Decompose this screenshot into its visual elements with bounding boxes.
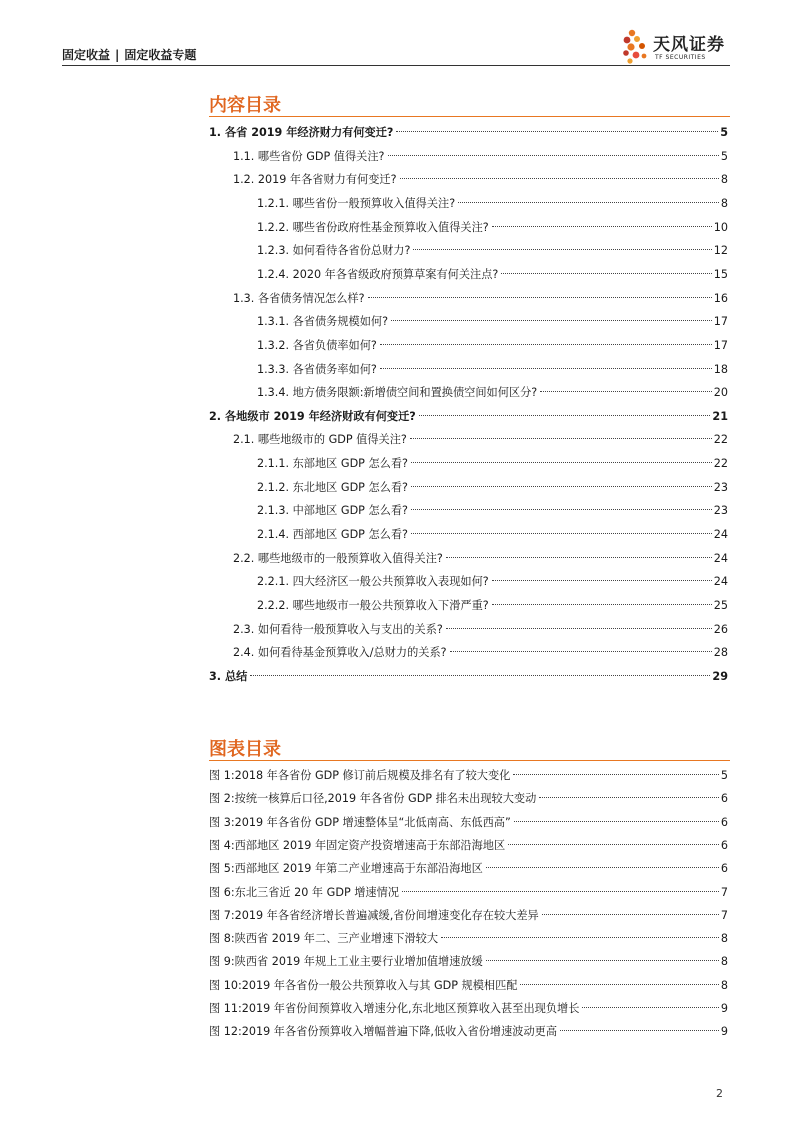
toc-leader-dots <box>411 533 712 534</box>
figure-entry[interactable] <box>209 929 728 949</box>
figure-entry-page: 9 <box>720 1002 728 1015</box>
toc-entry-title: 中部地区 GDP 怎么看? <box>292 504 408 518</box>
toc-entry-number: 2.2.2. <box>257 599 293 612</box>
toc-entry-page: 18 <box>713 362 728 376</box>
figure-entry-page: 9 <box>720 1025 728 1039</box>
toc-entry-title: 总结 <box>224 669 248 683</box>
toc-entry-title: 如何看待一般预算收入与支出的关系? <box>257 622 443 636</box>
toc-entry-page: 25 <box>713 599 728 612</box>
toc-entry-number: 1.3.4. <box>257 386 293 400</box>
toc-entry-title: 2019 年各省财力有何变迁? <box>257 173 397 187</box>
toc-entry-number: 2.1. <box>233 433 258 447</box>
figure-entry-page: 8 <box>720 978 728 992</box>
toc-title: 内容目录 <box>209 95 281 116</box>
toc-entry-page: 24 <box>713 528 728 542</box>
toc-title-divider <box>209 116 730 117</box>
toc-entry[interactable] <box>209 407 728 427</box>
figure-entry-title: 图 2:按统一核算后口径,2019 年各省份 GDP 排名未出现较大变动 <box>209 792 537 806</box>
brand-name: 天风证券 <box>653 35 725 55</box>
figure-entry-page: 8 <box>720 932 728 946</box>
toc-leader-dots <box>411 462 712 463</box>
toc-entry-title: 哪些省份政府性基金预算收入值得关注? <box>292 220 489 234</box>
toc-entry-number: 1. <box>209 126 225 139</box>
figure-entry-page: 6 <box>720 815 728 829</box>
figure-entry[interactable] <box>209 813 728 833</box>
toc-entry[interactable] <box>257 265 728 285</box>
toc-entry-number: 3. <box>209 669 225 683</box>
toc-leader-dots <box>396 131 718 132</box>
toc-leader-dots <box>411 509 712 510</box>
toc-entry-title: 2020 年各省级政府预算草案有何关注点? <box>292 267 499 281</box>
header-breadcrumb <box>62 46 196 63</box>
toc-entry-title: 哪些地级市的一般预算收入值得关注? <box>257 551 443 565</box>
toc-entry-number: 1.2.2. <box>257 220 293 234</box>
toc-leader-dots <box>446 557 712 558</box>
toc-leader-dots <box>380 368 712 369</box>
toc-entry-page: 5 <box>720 149 728 163</box>
toc-entry-number: 2.1.3. <box>257 504 293 518</box>
toc-entry-number: 1.2. <box>233 173 258 187</box>
figure-leader-dots <box>513 774 719 775</box>
toc-entry-page: 24 <box>713 551 728 565</box>
toc-entry[interactable] <box>233 549 728 569</box>
page-number: 2 <box>716 1087 723 1100</box>
toc-leader-dots <box>413 249 711 250</box>
toc-entry-title: 如何看待各省份总财力? <box>292 244 411 258</box>
toc-entry[interactable] <box>257 478 728 498</box>
toc-entry-number: 2.1.1. <box>257 457 293 471</box>
figure-entry-page: 8 <box>720 955 728 969</box>
figure-entry[interactable] <box>209 952 728 972</box>
toc-entry[interactable] <box>257 218 728 238</box>
toc-leader-dots <box>410 438 712 439</box>
toc-entry[interactable] <box>257 360 728 380</box>
toc-entry[interactable] <box>233 620 728 640</box>
header-subcategory: 固定收益专题 <box>124 48 197 62</box>
toc-leader-dots <box>400 178 719 179</box>
toc-leader-dots <box>492 226 712 227</box>
figure-leader-dots <box>514 821 719 822</box>
toc-entry-page: 24 <box>713 575 728 589</box>
toc-entry-title: 哪些省份一般预算收入值得关注? <box>292 196 456 210</box>
toc-entry-title: 东北地区 GDP 怎么看? <box>292 480 408 494</box>
toc-entry-number: 2.2. <box>233 551 258 565</box>
figure-entry-page: 6 <box>720 792 728 806</box>
toc-entry[interactable] <box>209 123 728 143</box>
figure-entry[interactable] <box>209 766 728 786</box>
toc-entry-title: 地方债务限额:新增债空间和置换债空间如何区分? <box>292 386 538 400</box>
toc-entry-page: 23 <box>713 504 728 518</box>
toc-entry-page: 16 <box>713 291 728 305</box>
figure-entry-title: 图 3:2019 年各省份 GDP 增速整体呈“北低南高、东低西高” <box>209 815 511 829</box>
figure-entry[interactable] <box>209 789 728 809</box>
toc-entry-page: 15 <box>713 267 728 281</box>
toc-leader-dots <box>419 415 711 416</box>
toc-entry-page: 28 <box>713 646 728 660</box>
figure-entry[interactable] <box>209 999 728 1019</box>
header-separator: | <box>115 48 120 62</box>
toc-entry-page: 22 <box>713 433 728 447</box>
toc-entry-title: 哪些省份 GDP 值得关注? <box>257 149 385 163</box>
figure-entry-title: 图 10:2019 年各省份一般公共预算收入与其 GDP 规模相匹配 <box>209 978 518 992</box>
toc-leader-dots <box>501 273 711 274</box>
toc-entry-number: 2.1.4. <box>257 528 293 542</box>
toc-entry[interactable] <box>257 194 728 214</box>
toc-leader-dots <box>492 604 712 605</box>
toc-entry[interactable] <box>257 383 728 403</box>
figure-entry[interactable] <box>209 836 728 856</box>
toc-entry-page: 5 <box>720 126 728 139</box>
toc-entry-title: 如何看待基金预算收入/总财力的关系? <box>257 646 447 660</box>
toc-leader-dots <box>368 297 712 298</box>
toc-entry-number: 2.3. <box>233 622 258 636</box>
toc-entry[interactable] <box>209 667 728 687</box>
toc-entry-page: 10 <box>713 220 728 234</box>
figure-entry-title: 图 1:2018 年各省份 GDP 修订前后规模及排名有了较大变化 <box>209 769 511 782</box>
figure-leader-dots <box>542 914 719 915</box>
toc-leader-dots <box>250 675 710 676</box>
toc-entry-page: 8 <box>720 173 728 187</box>
figures-title-divider <box>209 760 730 761</box>
figure-entry-title: 图 7:2019 年各省经济增长普遍减缓,省份间增速变化存在较大差异 <box>209 908 539 922</box>
toc-leader-dots <box>450 651 712 652</box>
toc-entry-number: 1.3.3. <box>257 362 293 376</box>
figure-entry-title: 图 8:陕西省 2019 年二、三产业增速下滑较大 <box>209 932 439 946</box>
toc-leader-dots <box>540 391 712 392</box>
figure-entry-page: 7 <box>720 885 728 899</box>
toc-entry-page: 23 <box>713 480 728 494</box>
toc-entry-title: 四大经济区一般公共预算收入表现如何? <box>292 575 489 589</box>
figure-leader-dots <box>402 891 719 892</box>
figure-leader-dots <box>560 1030 719 1031</box>
toc-entry[interactable] <box>257 312 728 332</box>
toc-entry-title: 西部地区 GDP 怎么看? <box>292 528 408 542</box>
figure-entry-title: 图 4:西部地区 2019 年固定资产投资增速高于东部沿海地区 <box>209 838 506 852</box>
toc-entry-number: 1.2.3. <box>257 244 293 258</box>
toc-entry-number: 2.1.2. <box>257 480 293 494</box>
toc-leader-dots <box>388 155 719 156</box>
brand-subtitle: TF SECURITIES <box>655 54 706 61</box>
toc-entry[interactable] <box>257 572 728 592</box>
header-category: 固定收益 <box>62 48 111 62</box>
toc-entry-page: 17 <box>713 315 728 329</box>
figure-entry-title: 图 6:东北三省近 20 年 GDP 增速情况 <box>209 885 399 899</box>
toc-entry-page: 21 <box>712 409 728 423</box>
toc-entry[interactable] <box>257 596 728 616</box>
toc-entry[interactable] <box>257 501 728 521</box>
toc-entry-page: 26 <box>713 622 728 636</box>
toc-entry-number: 2.4. <box>233 646 258 660</box>
toc-entry-number: 1.2.1. <box>257 196 293 210</box>
toc-entry[interactable] <box>233 643 728 663</box>
toc-entry-number: 2.2.1. <box>257 575 293 589</box>
toc-entry-number: 1.3.1. <box>257 315 293 329</box>
figure-entry-title: 图 11:2019 年省份间预算收入增速分化,东北地区预算收入甚至出现负增长 <box>209 1002 580 1015</box>
figure-entry-title: 图 12:2019 年各省份预算收入增幅普遍下降,低收入省份增速波动更高 <box>209 1025 558 1039</box>
toc-leader-dots <box>391 320 712 321</box>
toc-entry-number: 1.3. <box>233 291 258 305</box>
toc-entry-title: 哪些地级市的 GDP 值得关注? <box>257 433 407 447</box>
toc-entry-number: 1.3.2. <box>257 338 293 352</box>
figure-leader-dots <box>441 937 719 938</box>
figure-entry[interactable] <box>209 883 728 903</box>
toc-entry-title: 各地级市 2019 年经济财政有何变迁? <box>224 409 416 423</box>
toc-entry-number: 2. <box>209 409 225 423</box>
figure-leader-dots <box>582 1007 718 1008</box>
toc-entry-page: 20 <box>713 386 728 400</box>
figure-entry[interactable] <box>209 976 728 996</box>
toc-entry[interactable] <box>233 170 728 190</box>
toc-entry-title: 哪些地级市一般公共预算收入下滑严重? <box>292 599 489 612</box>
toc-entry-page: 29 <box>712 669 728 683</box>
figure-entry-page: 6 <box>720 862 728 876</box>
figure-entry-title: 图 9:陕西省 2019 年规上工业主要行业增加值增速放缓 <box>209 955 483 969</box>
toc-leader-dots <box>446 628 712 629</box>
toc-entry-title: 各省债务规模如何? <box>292 315 389 329</box>
toc-entry-page: 22 <box>713 457 728 471</box>
figure-entry[interactable] <box>209 859 728 879</box>
toc-entry[interactable] <box>257 454 728 474</box>
toc-entry[interactable] <box>257 525 728 545</box>
toc-entry-page: 12 <box>713 244 728 258</box>
toc-leader-dots <box>492 580 712 581</box>
figure-leader-dots <box>520 984 718 985</box>
figure-entry-page: 5 <box>720 769 728 782</box>
toc-entry-page: 8 <box>720 196 728 210</box>
toc-entry-title: 各省债务率如何? <box>292 362 377 376</box>
figure-leader-dots <box>486 867 719 868</box>
figure-leader-dots <box>508 844 719 845</box>
toc-entry[interactable] <box>257 336 728 356</box>
toc-entry-title: 各省债务情况怎么样? <box>257 291 365 305</box>
toc-entry[interactable] <box>233 430 728 450</box>
toc-entry-title: 各省负债率如何? <box>292 338 377 352</box>
toc-leader-dots <box>380 344 712 345</box>
figure-leader-dots <box>539 797 719 798</box>
toc-entry[interactable] <box>233 147 728 167</box>
toc-leader-dots <box>411 486 712 487</box>
toc-entry-title: 东部地区 GDP 怎么看? <box>292 457 408 471</box>
toc-entry-title: 各省 2019 年经济财力有何变迁? <box>224 126 394 139</box>
figure-entry-page: 6 <box>720 838 728 852</box>
toc-entry-page: 17 <box>713 338 728 352</box>
figure-entry-page: 7 <box>720 908 728 922</box>
figures-title: 图表目录 <box>209 739 281 760</box>
toc-entry-number: 1.2.4. <box>257 267 293 281</box>
figure-entry[interactable] <box>209 1022 728 1042</box>
figure-entry[interactable] <box>209 906 728 926</box>
toc-entry-number: 1.1. <box>233 149 258 163</box>
figure-leader-dots <box>486 960 719 961</box>
toc-leader-dots <box>458 202 719 203</box>
header-divider <box>62 65 730 66</box>
toc-entry[interactable] <box>233 289 728 309</box>
figure-entry-title: 图 5:西部地区 2019 年第二产业增速高于东部沿海地区 <box>209 862 483 876</box>
toc-entry[interactable] <box>257 241 728 261</box>
